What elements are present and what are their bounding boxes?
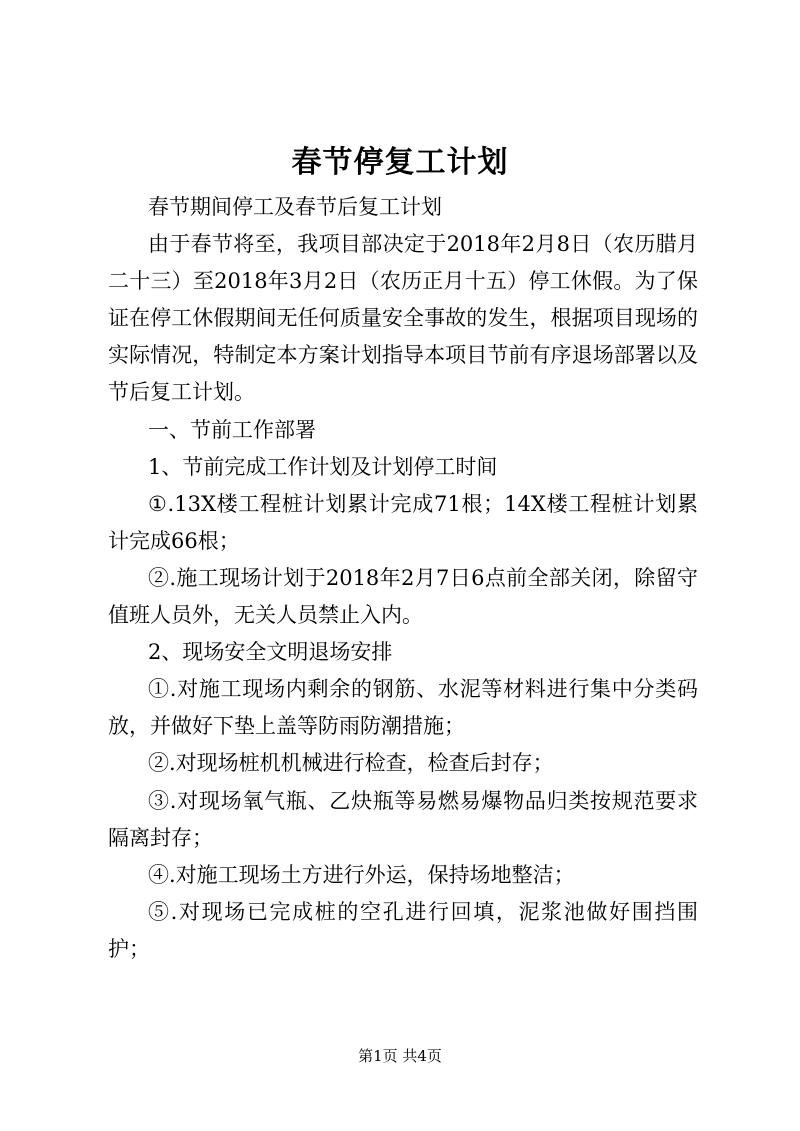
list-item: ⑤.对现场已完成桩的空孔进行回填，泥浆池做好围挡围护； [108, 899, 698, 961]
section-heading-1: 一、节前工作部署 [148, 417, 316, 442]
document-title: 春节停复工计划 [291, 145, 509, 180]
page-number-footer: 第1页 共4页 [358, 1047, 442, 1065]
list-item: ①.13X楼工程桩计划累计完成71根；14X楼工程桩计划累计完成66根； [108, 491, 698, 553]
list-item: ③.对现场氧气瓶、乙炔瓶等易燃易爆物品归类按规范要求隔离封存； [108, 788, 698, 850]
paragraph-subtitle: 春节期间停工及春节后复工计划 [148, 195, 442, 219]
subsection-heading-2: 2、现场安全文明退场安排 [148, 640, 393, 665]
document-body [108, 189, 698, 968]
subsection-heading-1: 1、节前完成工作计划及计划停工时间 [148, 454, 498, 479]
list-item: ①.对施工现场内剩余的钢筋、水泥等材料进行集中分类码放，并做好下垫上盖等防雨防潮措施； [108, 677, 698, 739]
list-item: ②.施工现场计划于2018年2月7日6点前全部关闭，除留守值班人员外，无关人员禁止入内。 [108, 565, 698, 628]
list-item: ②.对现场桩机机械进行检查，检查后封存； [148, 751, 554, 776]
paragraph-intro: 由于春节将至，我项目部决定于2018年2月8日（农历腊月二十三）至2018年3月2日（农历正月十五）停工休假。为了保证在停工休假期间无任何质量安全事故的发生，根据项目现场的实际情况，特制定本方案计划指导本项目节前有序退场部署以及节后复工计划。 [108, 232, 698, 405]
list-item: ④.对施工现场土方进行外运，保持场地整洁； [148, 862, 575, 887]
